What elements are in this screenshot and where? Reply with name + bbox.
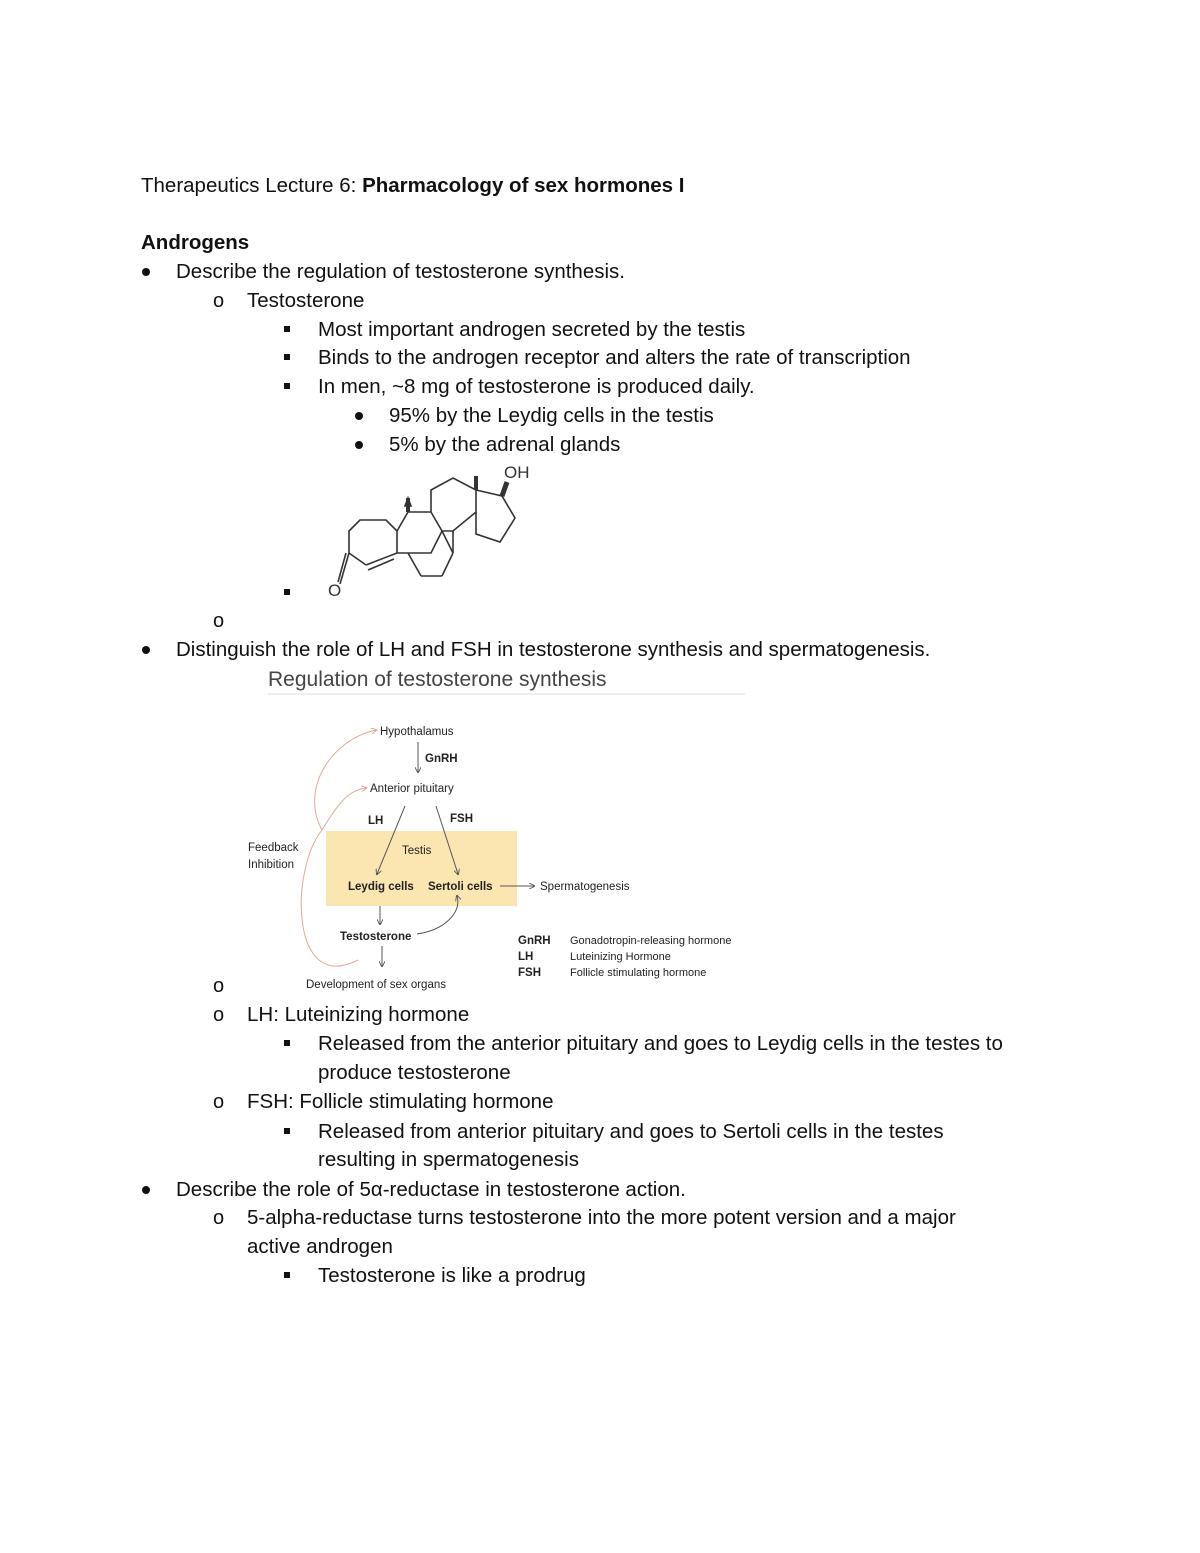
anterior-pituitary-label: Anterior pituitary [370, 783, 454, 795]
feedback-label-2: Inhibition [248, 859, 295, 871]
bullet-circle: o [213, 290, 225, 312]
subpoint-1: 95% by the Leydig cells in the testis [389, 404, 714, 427]
testis-box [326, 831, 517, 906]
lh-detail-2: produce testosterone [318, 1061, 511, 1084]
bullet-square [284, 1272, 290, 1278]
legend-abbr-lh: LH [518, 951, 534, 963]
bullet-circle: o [213, 610, 225, 632]
fsh-heading: FSH: Follicle stimulating hormone [247, 1090, 554, 1113]
reductase-detail-1: 5-alpha-reductase turns testosterone into the more potent version and a major [247, 1206, 956, 1229]
fsh-detail-1: Released from anterior pituitary and goes to Sertoli cells in the testes [318, 1120, 944, 1143]
fsh-label: FSH [450, 813, 473, 825]
point-3: In men, ~8 mg of testosterone is produced daily. [318, 375, 755, 398]
bullet-square [284, 354, 290, 360]
sertoli-label: Sertoli cells [428, 881, 493, 893]
legend-full-lh: Luteinizing Hormone [570, 951, 671, 963]
objective-2: Distinguish the role of LH and FSH in testosterone synthesis and spermatogenesis. [176, 638, 931, 661]
legend-full-fsh: Follicle stimulating hormone [570, 967, 707, 979]
section-heading: Androgens [141, 231, 250, 254]
bullet-circle: o [213, 1004, 225, 1026]
leydig-label: Leydig cells [348, 881, 414, 893]
title-bold: Pharmacology of sex hormones I [362, 174, 685, 197]
bullet-square [284, 326, 290, 332]
fsh-detail-2: resulting in spermatogenesis [318, 1148, 579, 1171]
legend-abbr-fsh: FSH [518, 967, 541, 979]
bullet-dot [142, 1186, 150, 1194]
reductase-detail-2: active androgen [247, 1235, 393, 1258]
hypothalamus-label: Hypothalamus [380, 726, 454, 738]
lh-heading: LH: Luteinizing hormone [247, 1003, 470, 1026]
regulation-diagram-image [240, 660, 760, 995]
subpoint-2: 5% by the adrenal glands [389, 433, 621, 456]
point-2: Binds to the androgen receptor and alters the rate of transcription [318, 346, 911, 369]
objective-1: Describe the regulation of testosterone synthesis. [176, 260, 625, 283]
feedback-label-1: Feedback [248, 842, 299, 854]
bullet-dot [142, 268, 150, 276]
bullet-square [284, 1040, 290, 1046]
prodrug-point: Testosterone is like a prodrug [318, 1264, 586, 1287]
bullet-dot [355, 412, 363, 420]
title-prefix: Therapeutics Lecture 6: [141, 174, 363, 197]
page-title [141, 172, 684, 200]
lh-detail-1: Released from the anterior pituitary and goes to Leydig cells in the testes to [318, 1032, 1003, 1055]
testosterone-structure-image [320, 458, 560, 608]
point-1: Most important androgen secreted by the testis [318, 318, 746, 341]
oh-label: OH [504, 463, 530, 482]
spermatogenesis-label: Spermatogenesis [540, 881, 630, 893]
bullet-circle: o [213, 975, 225, 997]
bullet-square [284, 1128, 290, 1134]
o-label: O [328, 581, 342, 600]
bullet-square [284, 383, 290, 389]
legend-full-gnrh: Gonadotropin-releasing hormone [570, 935, 732, 947]
lh-label: LH [368, 815, 384, 827]
testosterone-label: Testosterone [247, 289, 365, 312]
testosterone-diagram-label: Testosterone [340, 931, 412, 943]
gnrh-label: GnRH [425, 753, 458, 765]
legend-abbr-gnrh: GnRH [518, 935, 551, 947]
bullet-circle: o [213, 1091, 225, 1113]
diagram-title: Regulation of testosterone synthesis [268, 668, 607, 691]
bullet-dot [355, 441, 363, 449]
development-label: Development of sex organs [306, 979, 446, 991]
bullet-circle: o [213, 1207, 225, 1229]
objective-3: Describe the role of 5α-reductase in testosterone action. [176, 1178, 686, 1201]
bullet-square [284, 589, 290, 595]
testis-label: Testis [402, 845, 432, 857]
bullet-dot [142, 646, 150, 654]
